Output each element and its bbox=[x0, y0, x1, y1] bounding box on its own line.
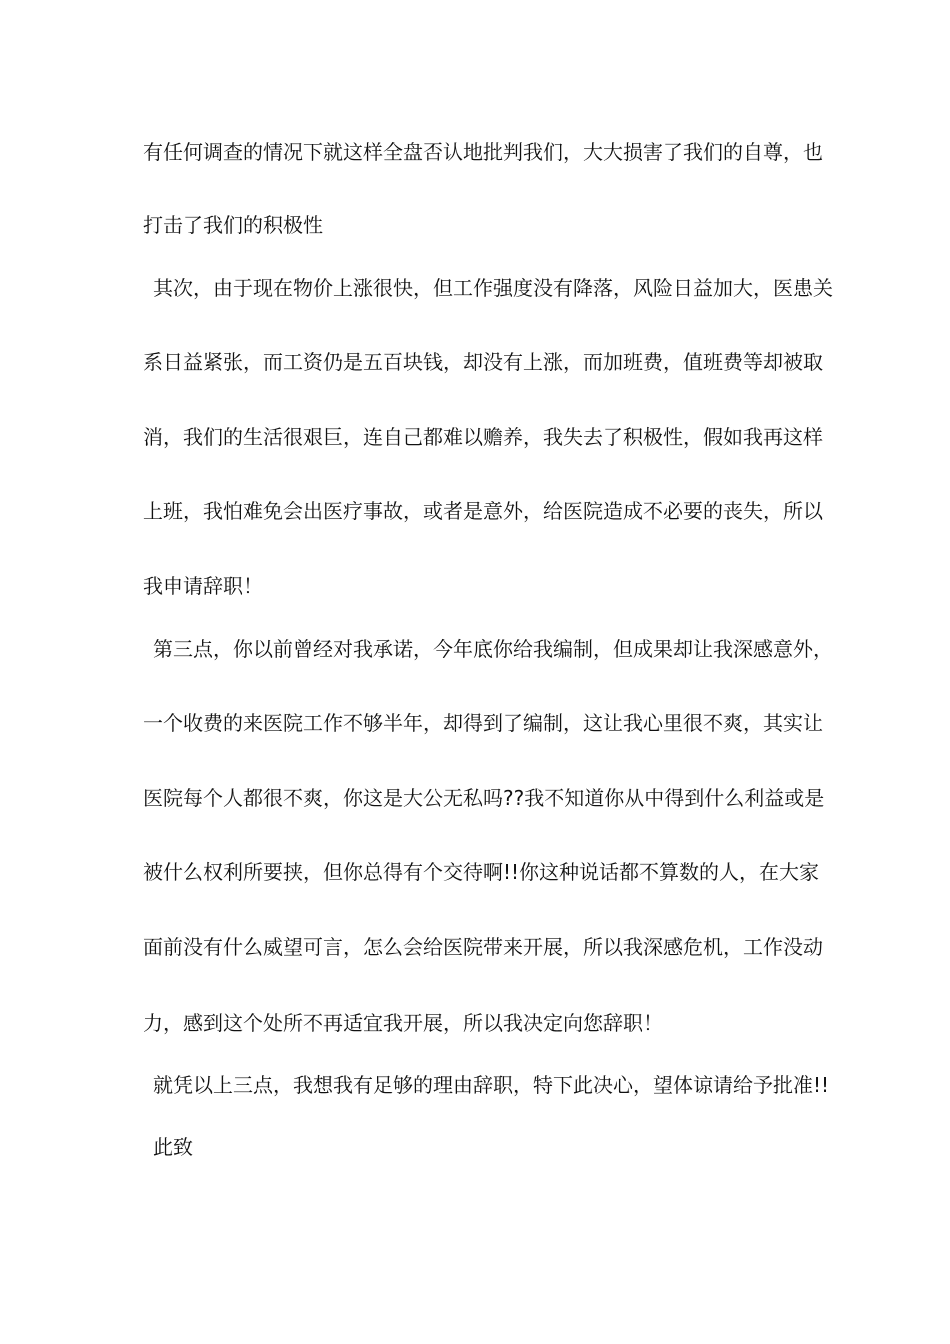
body-line: 消，我们的生活很艰巨，连自己都难以赡养，我失去了积极性，假如我再这样 bbox=[143, 425, 823, 449]
body-line: 上班，我怕难免会出医疗事故，或者是意外，给医院造成不必要的丧失，所以 bbox=[143, 499, 823, 523]
body-line: 被什么权利所要挟，但你总得有个交待啊!!你这种说话都不算数的人，在大家 bbox=[143, 860, 820, 884]
body-line: 力，感到这个处所不再适宜我开展，所以我决定向您辞职！ bbox=[143, 1011, 663, 1035]
closing-line: 此致 bbox=[153, 1135, 193, 1159]
body-line: 我申请辞职！ bbox=[143, 574, 263, 598]
body-line: 医院每个人都很不爽，你这是大公无私吗??我不知道你从中得到什么利益或是 bbox=[143, 786, 825, 810]
body-line: 系日益紧张，而工资仍是五百块钱，却没有上涨，而加班费，值班费等却被取 bbox=[143, 350, 823, 374]
paragraph-line: 第三点，你以前曾经对我承诺，今年底你给我编制，但成果却让我深感意外， bbox=[153, 637, 833, 661]
paragraph-line: 就凭以上三点，我想我有足够的理由辞职，特下此决心，望体谅请给予批准!! bbox=[153, 1073, 830, 1097]
body-line: 一个收费的来医院工作不够半年，却得到了编制，这让我心里很不爽，其实让 bbox=[143, 711, 823, 735]
body-line: 有任何调查的情况下就这样全盘否认地批判我们，大大损害了我们的自尊，也 bbox=[143, 140, 823, 164]
body-line: 打击了我们的积极性 bbox=[143, 213, 323, 237]
paragraph-line: 其次，由于现在物价上涨很快，但工作强度没有降落，风险日益加大，医患关 bbox=[153, 276, 833, 300]
body-line: 面前没有什么威望可言，怎么会给医院带来开展，所以我深感危机，工作没动 bbox=[143, 935, 823, 959]
